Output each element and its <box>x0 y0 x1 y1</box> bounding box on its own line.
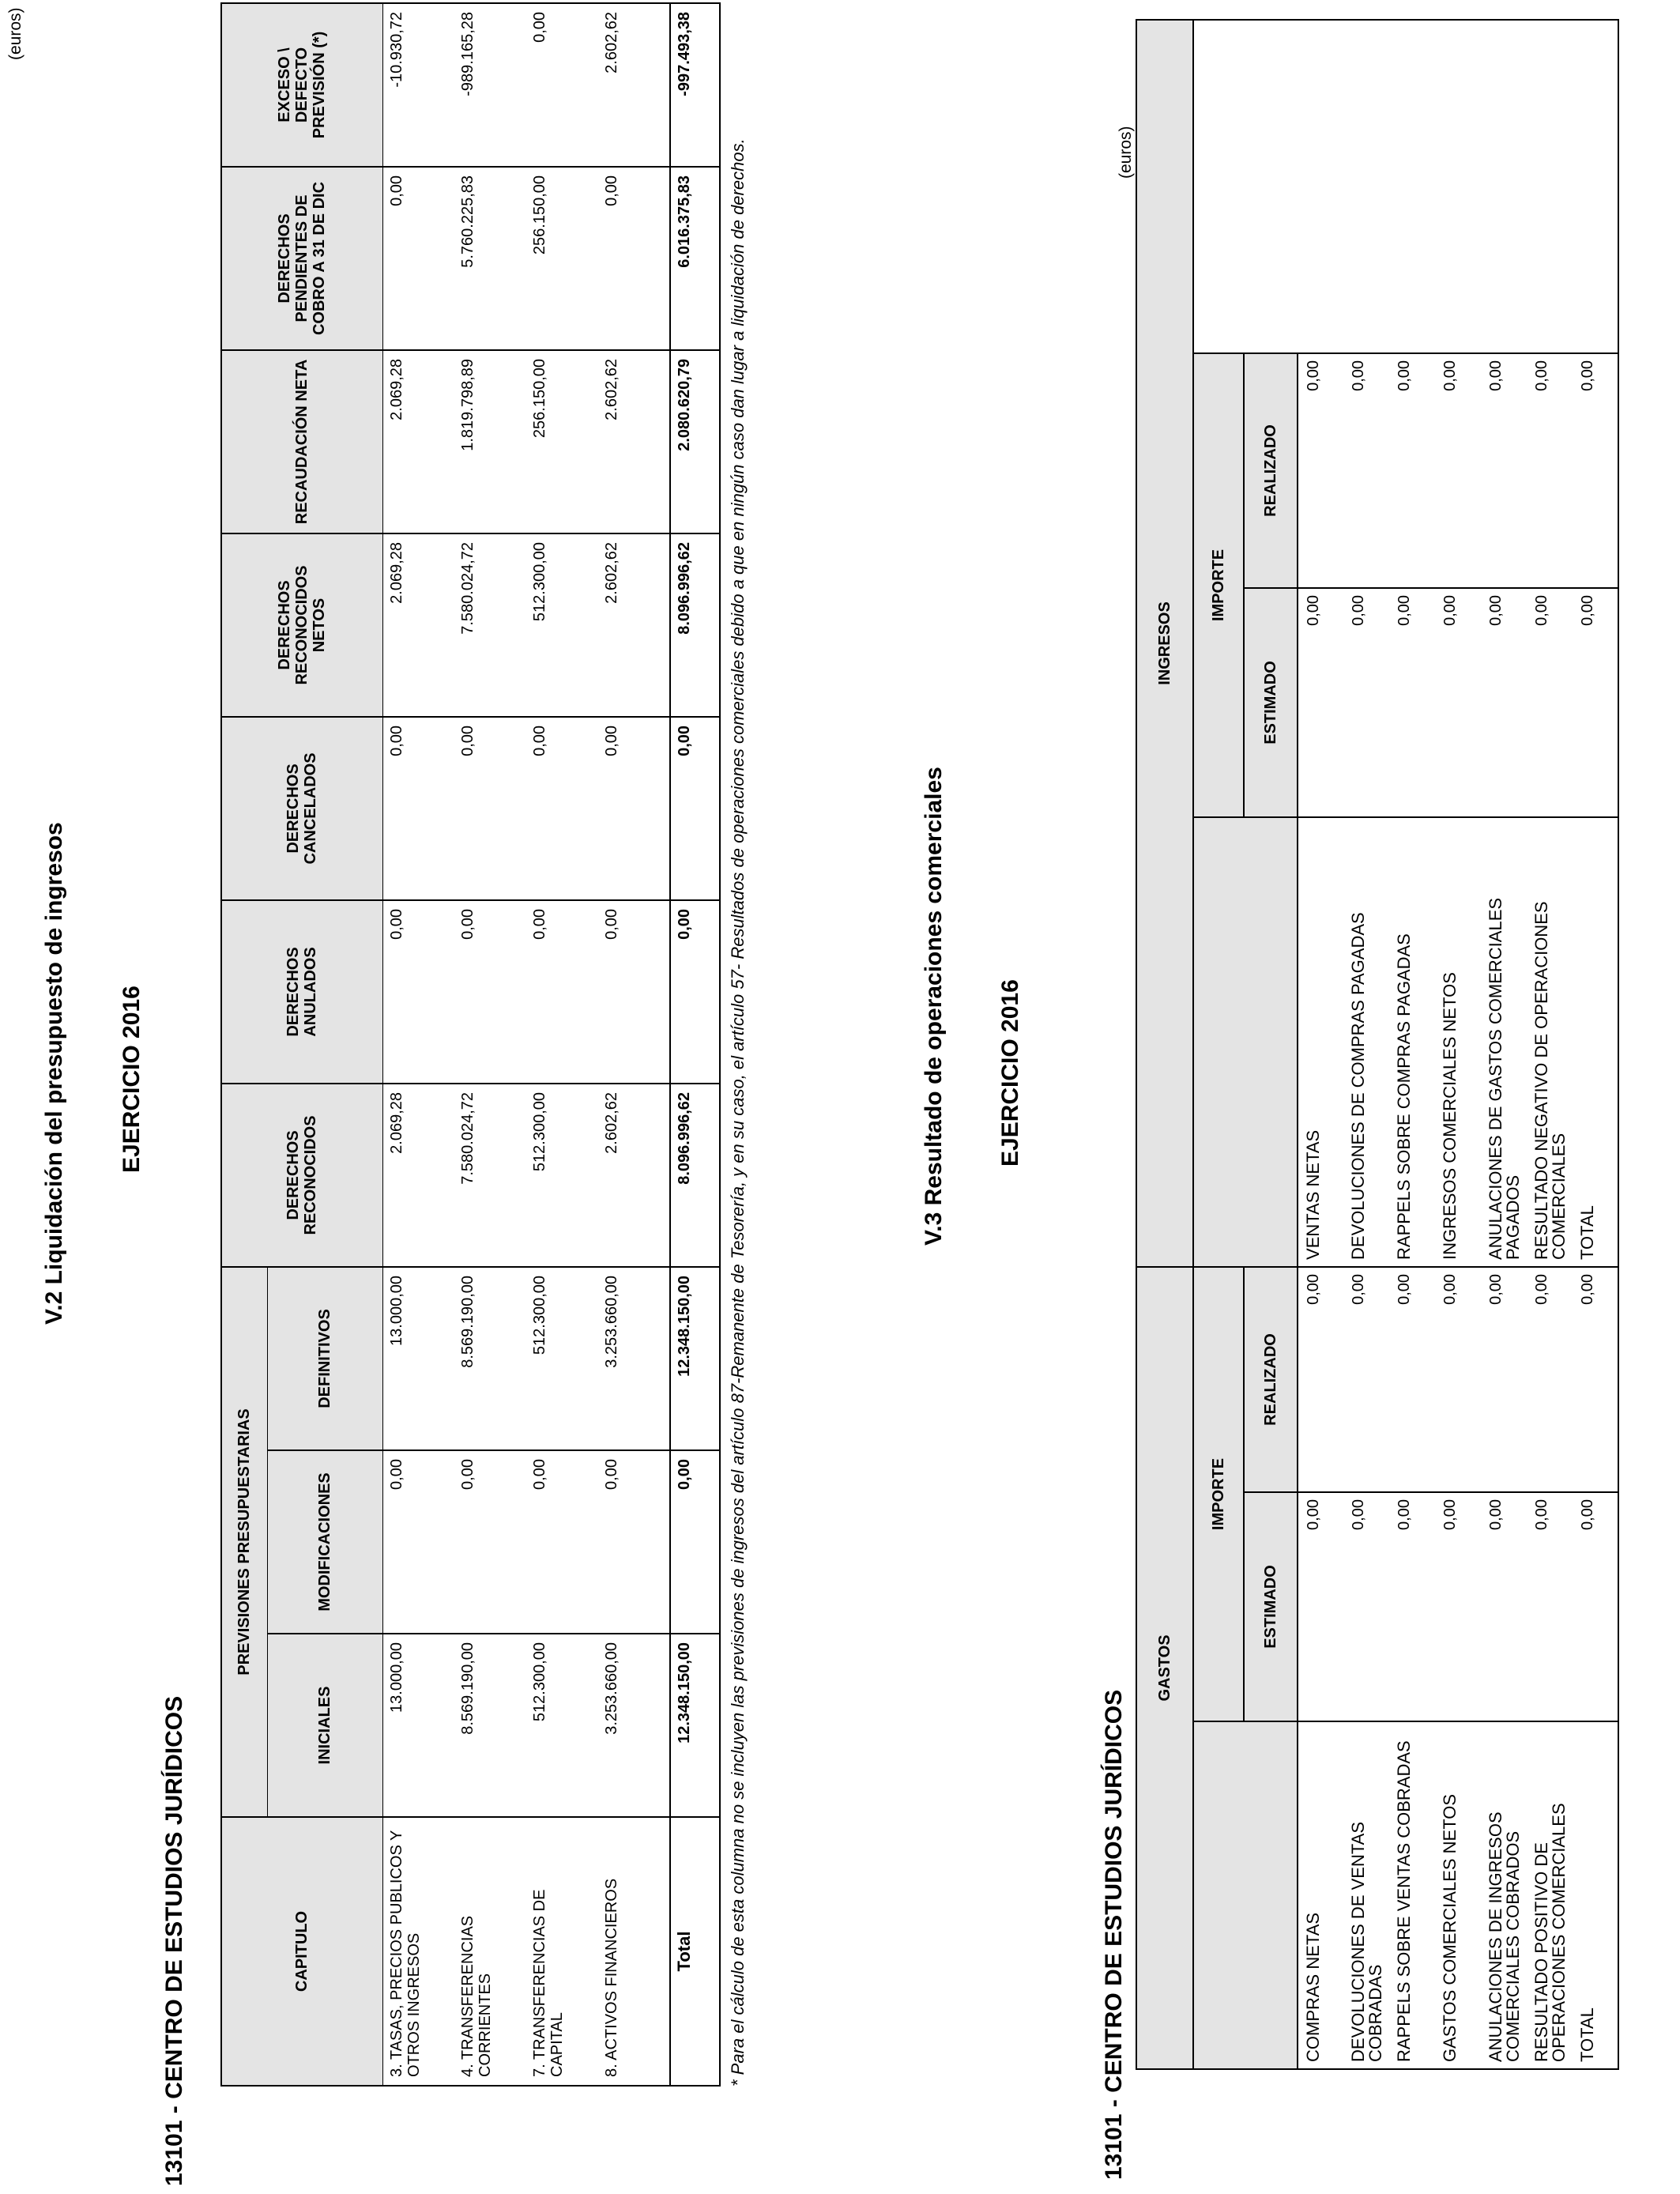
v2-cell-modificaciones: 0,00 <box>454 1450 526 1634</box>
v3-ejercicio: EJERCICIO 2016 <box>997 979 1023 1167</box>
v2-cell-iniciales: 8.569.190,00 <box>454 1634 526 1817</box>
v2-cell-iniciales: 3.253.660,00 <box>598 1634 670 1817</box>
v3-entity: 13101 - CENTRO DE ESTUDIOS JURÍDICOS <box>1101 1689 1127 2180</box>
v3-gastos-concept: RESULTADO POSITIVO DE OPERACIONES COMERCIALES <box>1527 1721 1573 2069</box>
v2-cell-cancelados: 0,00 <box>454 717 526 900</box>
total-row <box>1573 20 1618 2069</box>
v3-gastos-realizado-value: 0,00 <box>1343 1267 1389 1492</box>
v3-gastos-total-estimado: 0,00 <box>1573 1492 1618 1721</box>
v3-ingresos-realizado: REALIZADO <box>1244 353 1298 588</box>
v2-cell-capitulo: 3. TASAS, PRECIOS PUBLICOS Y OTROS INGRESOS <box>382 1817 454 2086</box>
v2-cell-modificaciones: 0,00 <box>382 1450 454 1634</box>
v2-cell-definitivos: 512.300,00 <box>526 1267 598 1450</box>
v3-ingresos-concept: RAPPELS SOBRE COMPRAS PAGADAS <box>1389 817 1435 1267</box>
v3-gastos-realizado-value: 0,00 <box>1527 1267 1573 1492</box>
v3-gastos-estimado-value: 0,00 <box>1298 1492 1343 1721</box>
v2-total-reconocidos: 8.096.996,62 <box>670 1084 720 1267</box>
v3-gastos-concept: COMPRAS NETAS <box>1298 1721 1343 2069</box>
v2-cell-capitulo: 8. ACTIVOS FINANCIEROS <box>598 1817 670 2086</box>
v2-footnote: * Para el cálculo de esta columna no se incluyen las previsiones de ingresos del artículo 87-Remanente de Tesorería, y en su caso, el artículo 57- Resultados de operaciones comerciales debido a que en ningún caso dan lugar a liquidación de derechos. <box>728 138 748 2087</box>
v2-cell-pendientes: 256.150,00 <box>526 167 598 350</box>
table-row <box>1527 20 1573 2069</box>
v3-gastos-estimado-value: 0,00 <box>1343 1492 1389 1721</box>
v2-header-capitulo: CAPITULO <box>221 1817 382 2086</box>
v3-ingresos-estimado: ESTIMADO <box>1244 588 1298 817</box>
v3-ingresos-blank-header <box>1193 817 1298 1267</box>
v2-cell-netos: 2.602,62 <box>598 533 670 717</box>
v2-header-previsiones: PREVISIONES PRESUPUESTARIAS <box>221 1267 267 1817</box>
v2-cell-capitulo: 7. TRANSFERENCIAS DE CAPITAL <box>526 1817 598 2086</box>
v2-units: (euros) <box>6 7 24 60</box>
v2-cell-cancelados: 0,00 <box>526 717 598 900</box>
v3-ingresos-concept: DEVOLUCIONES DE COMPRAS PAGADAS <box>1343 817 1389 1267</box>
v3-gastos-estimado: ESTIMADO <box>1244 1492 1298 1721</box>
v3-ingresos-estimado-value: 0,00 <box>1343 588 1389 817</box>
table-row <box>598 3 670 2086</box>
v3-title: V.3 Resultado de operaciones comerciales <box>921 767 947 1246</box>
v3-ingresos-total-realizado: 0,00 <box>1573 353 1618 588</box>
v2-header-exceso: EXCESO \ DEFECTO PREVISIÓN (*) <box>221 3 382 167</box>
v2-cell-definitivos: 8.569.190,00 <box>454 1267 526 1450</box>
v3-gastos-blank-header <box>1193 1721 1298 2069</box>
v2-cell-capitulo: 4. TRANSFERENCIAS CORRIENTES <box>454 1817 526 2086</box>
v2-cell-definitivos: 3.253.660,00 <box>598 1267 670 1450</box>
v2-header-modificaciones: MODIFICACIONES <box>267 1450 382 1634</box>
v2-total-modificaciones: 0,00 <box>670 1450 720 1634</box>
v3-ingresos-estimado-value: 0,00 <box>1298 588 1343 817</box>
v3-ingresos-concept: RESULTADO NEGATIVO DE OPERACIONES COMERCIALES <box>1527 817 1573 1267</box>
v2-cell-netos: 2.069,28 <box>382 533 454 717</box>
v2-cell-reconocidos: 2.602,62 <box>598 1084 670 1267</box>
v3-gastos-estimado-value: 0,00 <box>1481 1492 1527 1721</box>
v3-gastos-total-realizado: 0,00 <box>1573 1267 1618 1492</box>
v3-ingresos-estimado-value: 0,00 <box>1389 588 1435 817</box>
table-row <box>1298 20 1343 2069</box>
v3-gastos-concept: GASTOS COMERCIALES NETOS <box>1435 1721 1481 2069</box>
v3-gastos-concept: RAPPELS SOBRE VENTAS COBRADAS <box>1389 1721 1435 2069</box>
v2-total-pendientes: 6.016.375,83 <box>670 167 720 350</box>
v2-total-netos: 8.096.996,62 <box>670 533 720 717</box>
v3-header-ingresos: INGRESOS <box>1136 20 1193 1267</box>
v2-cell-recaudacion: 2.602,62 <box>598 350 670 533</box>
v3-ingresos-realizado-value: 0,00 <box>1298 353 1343 588</box>
v2-cell-definitivos: 13.000,00 <box>382 1267 454 1450</box>
v2-total-exceso: -997.493,38 <box>670 3 720 167</box>
v2-header-cancelados: DERECHOS CANCELADOS <box>221 717 382 900</box>
v3-ingresos-estimado-value: 0,00 <box>1435 588 1481 817</box>
v3-gastos-estimado-value: 0,00 <box>1389 1492 1435 1721</box>
v2-header-recaudacion: RECAUDACIÓN NETA <box>221 350 382 533</box>
v2-total-anulados: 0,00 <box>670 900 720 1084</box>
v3-empty-cell <box>1573 20 1618 353</box>
v2-cell-exceso: 2.602,62 <box>598 3 670 167</box>
v3-empty-cell <box>1343 20 1389 353</box>
v2-cell-iniciales: 13.000,00 <box>382 1634 454 1817</box>
table-row <box>1343 20 1389 2069</box>
v2-cell-reconocidos: 7.580.024,72 <box>454 1084 526 1267</box>
v3-empty-cell <box>1298 20 1343 353</box>
v2-header-iniciales: INICIALES <box>267 1634 382 1817</box>
v2-header-reconocidos: DERECHOS RECONOCIDOS <box>221 1084 382 1267</box>
v2-header-definitivos: DEFINITIVOS <box>267 1267 382 1450</box>
v2-total-definitivos: 12.348.150,00 <box>670 1267 720 1450</box>
v2-ejercicio: EJERCICIO 2016 <box>119 986 145 1173</box>
v2-header-pendientes: DERECHOS PENDIENTES DE COBRO A 31 DE DIC <box>221 167 382 350</box>
v2-cell-exceso: -10.930,72 <box>382 3 454 167</box>
table-row <box>1481 20 1527 2069</box>
v3-ingresos-concept: INGRESOS COMERCIALES NETOS <box>1435 817 1481 1267</box>
v3-ingresos-estimado-value: 0,00 <box>1481 588 1527 817</box>
v3-ingresos-concept: ANULACIONES DE GASTOS COMERCIALES PAGADOS <box>1481 817 1527 1267</box>
v2-table <box>220 2 721 2087</box>
v2-header-anulados: DERECHOS ANULADOS <box>221 900 382 1084</box>
v2-entity: 13101 - CENTRO DE ESTUDIOS JURÍDICOS <box>161 1695 187 2186</box>
v2-cell-netos: 512.300,00 <box>526 533 598 717</box>
table-row <box>1435 20 1481 2069</box>
v3-gastos-realizado: REALIZADO <box>1244 1267 1298 1492</box>
v2-cell-pendientes: 5.760.225,83 <box>454 167 526 350</box>
v3-empty-cell <box>1527 20 1573 353</box>
v3-ingresos-concept: VENTAS NETAS <box>1298 817 1343 1267</box>
v3-ingresos-realizado-value: 0,00 <box>1527 353 1573 588</box>
v2-total-label: Total <box>670 1817 720 2086</box>
v3-gastos-total-label: TOTAL <box>1573 1721 1618 2069</box>
total-row <box>670 3 720 2086</box>
v2-total-cancelados: 0,00 <box>670 717 720 900</box>
v3-ingresos-estimado-value: 0,00 <box>1527 588 1573 817</box>
v2-cell-recaudacion: 256.150,00 <box>526 350 598 533</box>
v3-gastos-realizado-value: 0,00 <box>1389 1267 1435 1492</box>
v3-gastos-realizado-value: 0,00 <box>1298 1267 1343 1492</box>
v3-header-gastos: GASTOS <box>1136 1267 1193 2069</box>
v2-header-netos: DERECHOS RECONOCIDOS NETOS <box>221 533 382 717</box>
v3-ingresos-realizado-value: 0,00 <box>1435 353 1481 588</box>
v3-gastos-realizado-value: 0,00 <box>1435 1267 1481 1492</box>
table-row <box>454 3 526 2086</box>
v3-ingresos-importe: IMPORTE <box>1193 353 1244 817</box>
table-row <box>1389 20 1435 2069</box>
v2-total-recaudacion: 2.080.620,79 <box>670 350 720 533</box>
v2-title: V.2 Liquidación del presupuesto de ingresos <box>41 822 67 1325</box>
v3-ingresos-realizado-value: 0,00 <box>1343 353 1389 588</box>
v3-empty-cell <box>1481 20 1527 353</box>
v3-ingresos-blank-right <box>1193 20 1298 353</box>
v2-cell-reconocidos: 512.300,00 <box>526 1084 598 1267</box>
v3-gastos-realizado-value: 0,00 <box>1481 1267 1527 1492</box>
v3-units: (euros) <box>1117 126 1135 179</box>
v3-gastos-concept: ANULACIONES DE INGRESOS COMERCIALES COBRADOS <box>1481 1721 1527 2069</box>
v2-cell-exceso: -989.165,28 <box>454 3 526 167</box>
v2-cell-anulados: 0,00 <box>382 900 454 1084</box>
v2-cell-recaudacion: 2.069,28 <box>382 350 454 533</box>
v3-empty-cell <box>1435 20 1481 353</box>
v2-cell-cancelados: 0,00 <box>598 717 670 900</box>
v3-gastos-importe: IMPORTE <box>1193 1267 1244 1721</box>
v2-cell-iniciales: 512.300,00 <box>526 1634 598 1817</box>
v2-cell-anulados: 0,00 <box>526 900 598 1084</box>
v3-ingresos-total-estimado: 0,00 <box>1573 588 1618 817</box>
v3-ingresos-realizado-value: 0,00 <box>1389 353 1435 588</box>
v3-table <box>1136 19 1619 2070</box>
v3-gastos-concept: DEVOLUCIONES DE VENTAS COBRADAS <box>1343 1721 1389 2069</box>
v2-cell-anulados: 0,00 <box>454 900 526 1084</box>
v3-gastos-estimado-value: 0,00 <box>1435 1492 1481 1721</box>
v3-gastos-estimado-value: 0,00 <box>1527 1492 1573 1721</box>
v2-cell-anulados: 0,00 <box>598 900 670 1084</box>
v2-cell-exceso: 0,00 <box>526 3 598 167</box>
table-row <box>526 3 598 2086</box>
v3-ingresos-total-label: TOTAL <box>1573 817 1618 1267</box>
v3-empty-cell <box>1389 20 1435 353</box>
table-row <box>382 3 454 2086</box>
v2-cell-modificaciones: 0,00 <box>598 1450 670 1634</box>
v2-cell-modificaciones: 0,00 <box>526 1450 598 1634</box>
v3-ingresos-realizado-value: 0,00 <box>1481 353 1527 588</box>
v2-cell-pendientes: 0,00 <box>598 167 670 350</box>
v2-total-iniciales: 12.348.150,00 <box>670 1634 720 1817</box>
v2-cell-cancelados: 0,00 <box>382 717 454 900</box>
v2-cell-pendientes: 0,00 <box>382 167 454 350</box>
v2-cell-recaudacion: 1.819.798,89 <box>454 350 526 533</box>
v2-cell-reconocidos: 2.069,28 <box>382 1084 454 1267</box>
v2-cell-netos: 7.580.024,72 <box>454 533 526 717</box>
